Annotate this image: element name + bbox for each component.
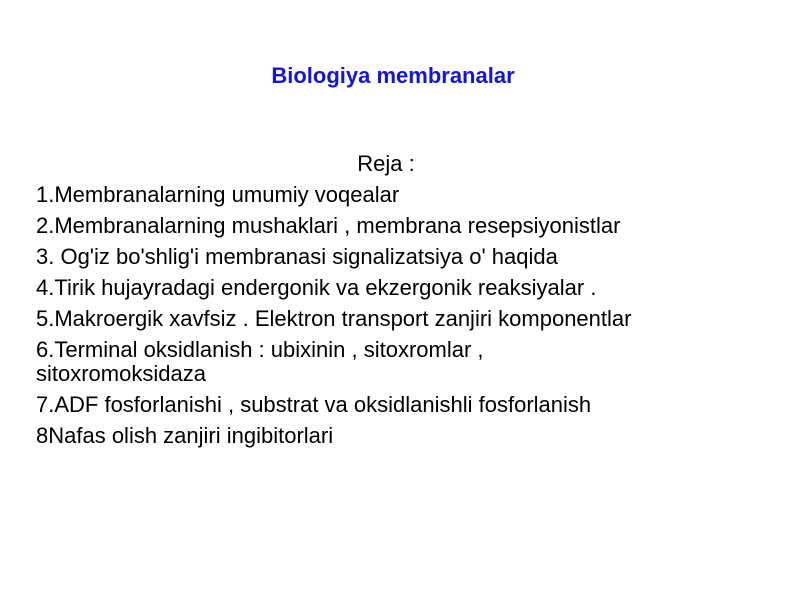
plan-heading: Reja : xyxy=(357,151,415,176)
plan-item-4: 4.Tirik hujayradagi endergonik va ekzergonik reaksiyalar . xyxy=(36,275,597,300)
plan-item-2: 2.Membranalarning mushaklari , membrana resepsiyonistlar xyxy=(36,213,621,238)
plan-item-3: 3. Og'iz bo'shlig'i membranasi signalizatsiya o' haqida xyxy=(36,244,558,269)
plan-item-5: 5.Makroergik xavfsiz . Elektron transport zanjiri komponentlar xyxy=(36,306,632,331)
plan-item-1: 1.Membranalarning umumiy voqealar xyxy=(36,182,400,207)
plan-item-6: 6.Terminal oksidlanish : ubixinin , sitoxromlar , sitoxromoksidaza xyxy=(36,337,484,386)
plan-item-8: 8Nafas olish zanjiri ingibitorlari xyxy=(36,423,334,448)
plan-list xyxy=(36,179,766,451)
slide-title: Biologiya membranalar xyxy=(271,63,515,88)
plan-item-7: 7.ADF fosforlanishi , substrat va oksidlanishli fosforlanish xyxy=(36,392,592,417)
plan-content xyxy=(36,148,766,451)
